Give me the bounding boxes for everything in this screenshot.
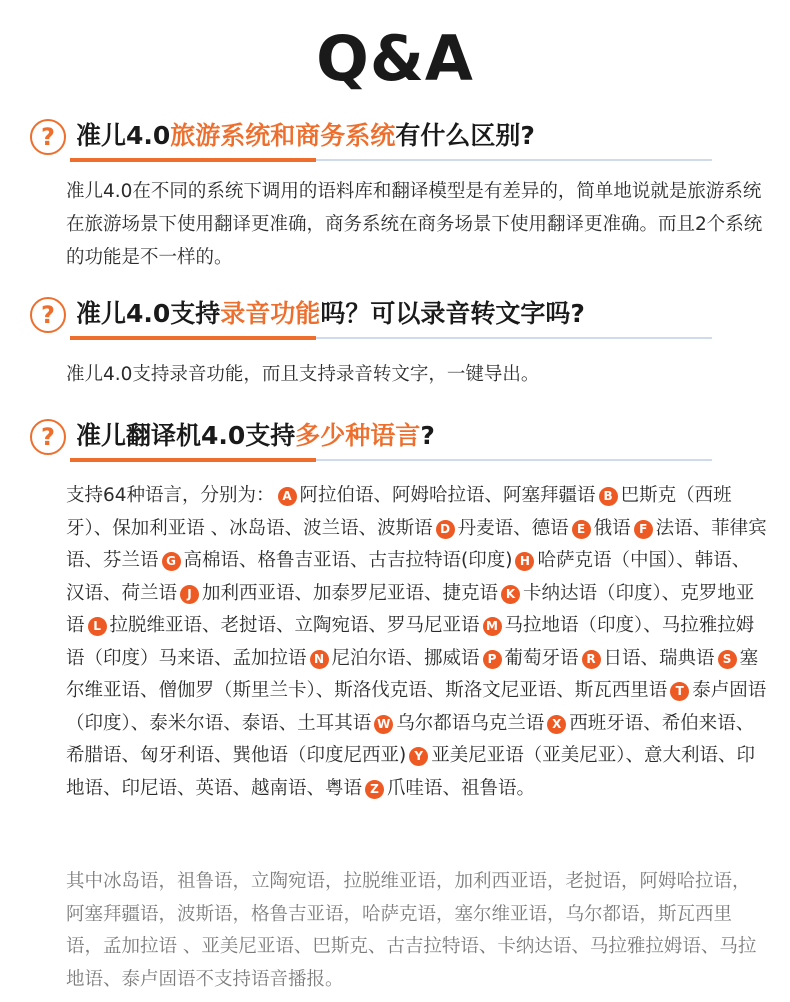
question-3-pre: 准儿翻译机4.0支持 [76,421,296,450]
letter-badge-w: W [374,715,393,734]
language-group-text: 西班牙语、希伯来语、希腊语、匈牙利语、巽他语（印度尼西亚) [66,712,755,766]
letter-badge-g: G [162,552,181,571]
question-1-title [76,118,535,154]
question-2-post: 吗？可以录音转文字吗? [320,299,585,328]
letter-badge-x: X [547,715,566,734]
language-group-text: 拉脱维亚语、老挝语、立陶宛语、罗马尼亚语 [109,615,480,636]
language-list-intro: 支持64种语言，分别为： [66,485,275,506]
letter-badge-b: B [599,487,618,506]
language-group-text: 塞尔维亚语、僧伽罗（斯里兰卡）、斯洛伐克语、斯洛文尼亚语、斯瓦西里语 [66,647,759,701]
letter-badge-d: D [436,520,455,539]
language-group-text: 马拉地语（印度）、马拉雅拉姆语（印度）马来语、孟加拉语 [66,615,755,669]
language-list [66,480,768,805]
voice-unsupported-note: 其中冰岛语，祖鲁语，立陶宛语，拉脱维亚语，加利西亚语，老挝语，阿姆哈拉语，阿塞拜疆语，波斯语，格鲁吉亚语，哈萨克语，塞尔维亚语，乌尔都语，斯瓦西里语，孟加拉语 、亚美尼亚语、巴斯克、古吉拉特语、卡纳达语、马拉雅拉姆语、马拉地语、泰卢固语不支持语音播报。 [66,871,757,990]
letter-badge-h: H [515,552,534,571]
letter-badge-s: S [718,650,737,669]
language-group-text: 丹麦语、德语 [457,517,569,539]
question-3-header [30,418,720,464]
question-2-title [76,296,585,332]
letter-badge-r: R [582,650,601,669]
letter-badge-z: Z [365,780,384,799]
letter-badge-l: L [88,617,107,636]
language-group-text: 高棉语、格鲁吉亚语、古吉拉特语(印度) [183,550,513,571]
language-group-text: 亚美尼亚语（亚美尼亚）、意大利语、印地语、印尼语、英语、越南语、粤语 [66,745,755,799]
letter-badge-j: J [180,585,199,604]
question-circle-icon: ? [30,297,66,333]
question-3-post: ? [420,421,435,450]
question-circle-icon: ? [30,119,66,155]
letter-badge-n: N [310,650,329,669]
letter-badge-e: E [572,520,591,539]
title-underline-accent [70,158,316,162]
title-underline-accent [70,458,316,462]
question-1-highlight: 旅游系统和商务系统 [170,121,396,150]
language-group-text: 尼泊尔语、挪威语 [331,647,480,669]
language-group-text: 阿拉伯语、阿姆哈拉语、阿塞拜疆语 [299,485,596,506]
letter-badge-m: M [483,617,502,636]
language-group-text: 日语、瑞典语 [603,647,715,669]
question-2-pre: 准儿4.0支持 [76,299,221,328]
letter-badge-k: K [501,585,520,604]
language-group-text: 巴斯克（西班牙）、保加利亚语 、冰岛语、波兰语、波斯语 [66,485,732,539]
question-1-pre: 准儿4.0 [76,121,171,150]
page-title: Q&A [316,22,474,95]
language-group-text: 葡萄牙语 [504,647,579,669]
language-groups [66,485,767,799]
answer-1: 准儿4.0在不同的系统下调用的语料库和翻译模型是有差异的，简单地说就是旅游系统在旅游场景下使用翻译更准确，商务系统在商务场景下使用翻译更准确。而且2个系统的功能是不一样的。 [66,181,763,268]
title-underline-accent [70,336,316,340]
question-3-highlight: 多少种语言 [295,421,421,450]
question-circle-icon: ? [30,419,66,455]
language-group-text: 乌尔都语乌克兰语 [396,712,545,734]
question-3-title [76,418,435,454]
letter-badge-a: A [278,487,297,506]
language-group-text: 卡纳达语（印度）、克罗地亚语 [66,582,755,636]
question-2-highlight: 录音功能 [220,299,321,328]
language-group-text: 加利西亚语、加泰罗尼亚语、捷克语 [202,582,499,604]
language-group-text: 哈萨克语（中国）、韩语、汉语、荷兰语 [66,550,751,604]
answer-2: 准儿4.0支持录音功能，而且支持录音转文字，一键导出。 [66,364,540,385]
question-1-post: 有什么区别? [395,121,535,150]
question-2-header [30,296,720,342]
language-group-text: 泰卢固语（印度）、泰米尔语、泰语、土耳其语 [66,680,767,734]
letter-badge-y: Y [409,747,428,766]
letter-badge-p: P [483,650,502,669]
language-group-text: 俄语 [593,517,631,539]
language-group-text: 法语、菲律宾语、芬兰语 [66,517,767,571]
letter-badge-f: F [634,520,653,539]
language-group-text: 爪哇语、祖鲁语。 [387,777,536,799]
letter-badge-t: T [670,682,689,701]
question-1-header [30,118,720,164]
